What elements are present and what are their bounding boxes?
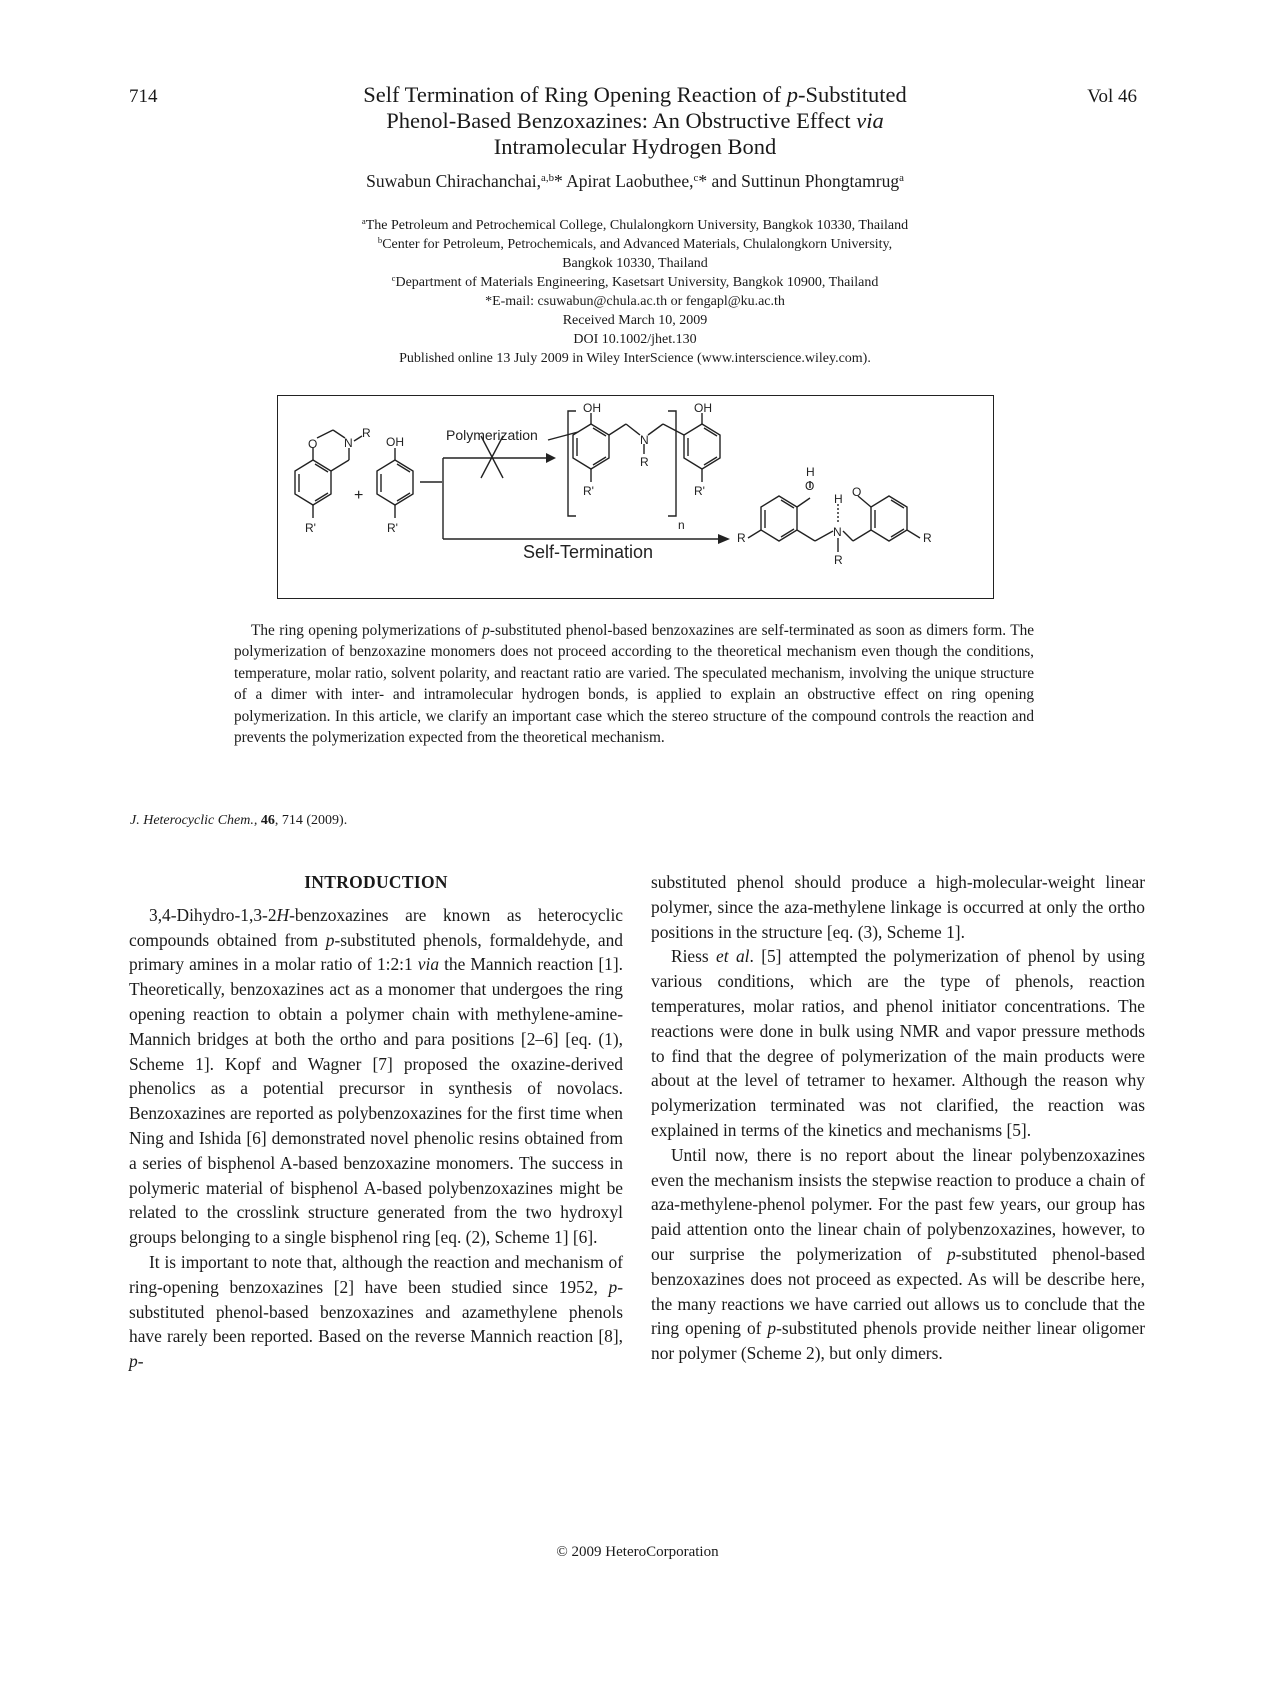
atom-label: R [640, 455, 649, 469]
author-affil-mark: c [693, 172, 699, 185]
paragraph: Until now, there is no report about the linear polybenzoxazines even the mechanism insists the stepwise reaction to produce a chain of aza-methylene-phenol polymer. For the past few years, our group has paid attention onto the linear chain of polybenzoxazines, however, to our surprise the polymerization of p-substituted phenol-based benzoxazines does not proceed as expected. As will be describe here, the many reactions we have carried out allows us to conclude that the ring opening of p-substituted phenols provide neither linear oligomer nor polymer (Scheme 2), but only dimers. [651, 1144, 1145, 1364]
abstract-text: The ring opening polymerizations of [251, 622, 483, 639]
abstract-text: -substituted phenol-based benzoxazines are self-terminated as soon as dimers form. The polymerization of benzoxazine monomers does not proceed according to the theoretical mechanism even though the conditions, temperature, molar ratio, solvent polarity, and reactant ratio are varied. The speculated mechanism, involving the unique structure of a dimer with inter- and intramolecular hydrogen bonds, is applied to explain an obstructive effect on ring opening polymerization. In this article, we clarify an important case which the stereo structure of the compound controls the reaction and prevents the polymerization expected from the theoretical mechanism. [234, 622, 1035, 747]
journal-pages: , 714 (2009). [274, 813, 348, 828]
atom-label: R' [305, 521, 316, 535]
title-text: -Substituted [798, 82, 907, 107]
section-heading: INTRODUCTION [304, 872, 448, 892]
page-number: 714 [129, 86, 158, 107]
author-name: Suwabun Chirachanchai, [366, 171, 542, 191]
affil-mark: b [377, 235, 383, 246]
atom-label: H [806, 465, 815, 479]
paragraph: 3,4-Dihydro-1,3-2H-benzoxazines are known as heterocyclic compounds obtained from p-substituted phenols, formaldehyde, and primary amines in a molar ratio of 1:2:1 via the Mannich reaction [1]. Theoretically, benzoxazines act as a monomer that undergoes the ring opening reaction to obtain a polymer chain with methylene-amine-Mannich bridges at both the ortho and para positions [2–6] [eq. (1), Scheme 1]. Kopf and Wagner [7] proposed the oxazine-derived phenolics as a potential precursor in synthesis of novolacs. Benzoxazines are reported as polybenzoxazines for the first time when Ning and Ishida [6] demonstrated novel phenolic resins obtained from a series of bisphenol A-based benzoxazine monomers. The success in polymeric material of bisphenol A-based polybenzoxazines might be related to the crosslink structure generated from the two hydroxyl groups belonging to a single bisphenol ring [eq. (2), Scheme 1] [6]. [129, 904, 623, 1248]
atom-label: OH [386, 435, 404, 449]
paragraph: It is important to note that, although the reaction and mechanism of ring-opening benzoxazines [2] have been studied since 1952, p-substituted phenol-based benzoxazines and azamethylene phenols have rarely been reported. Based on the reverse Mannich reaction [8], p- [129, 1251, 623, 1372]
atom-label: R' [694, 484, 705, 498]
author-affil-mark: a,b [541, 172, 554, 185]
affiliation-b [200, 235, 1070, 254]
abstract [234, 620, 1034, 748]
author-affil-mark: a [899, 172, 904, 185]
published-line: Published online 13 July 2009 in Wiley InterScience (www.interscience.wiley.com). [399, 351, 871, 366]
atom-label: O [805, 479, 815, 493]
atom-label: N [640, 433, 649, 447]
copyright-footer: © 2009 HeteroCorporation [556, 1544, 719, 1560]
atom-label: R' [583, 484, 594, 498]
affil-mark: c [391, 273, 396, 284]
atom-label: R [834, 553, 843, 567]
atom-label: N [344, 436, 353, 450]
arrowhead-icon [718, 534, 730, 544]
atom-label: OH [583, 401, 601, 415]
volume-label: Vol 46 [1087, 86, 1137, 107]
atom-label: R [737, 531, 746, 545]
atom-label: N [833, 525, 842, 539]
title-italic: p [786, 82, 799, 107]
polymerization-label: Polymerization [446, 427, 538, 443]
doi-line: DOI 10.1002/jhet.130 [573, 332, 697, 347]
atom-label: R [362, 426, 371, 440]
author-name: * and Suttinun Phongtamrug [698, 171, 900, 191]
atom-label: OH [694, 401, 712, 415]
article-title [270, 82, 1000, 160]
author-list [200, 171, 1070, 192]
affil-text: The Petroleum and Petrochemical College, Chulalongkorn University, Bangkok 10330, Thailand [365, 218, 909, 233]
affiliation-a [200, 216, 1070, 235]
journal-citation [130, 813, 347, 829]
body-column-right [651, 870, 1145, 1366]
reaction-scheme [277, 395, 994, 599]
plus-sign: + [354, 487, 364, 504]
affil-mark: a [361, 216, 366, 227]
title-text: Self Termination of Ring Opening Reaction of [363, 82, 787, 107]
atom-label: O [308, 437, 318, 451]
atom-label: R [923, 531, 932, 545]
email-line: *E-mail: csuwabun@chula.ac.th or fengapl@ku.ac.th [485, 294, 785, 309]
journal-name: J. Heterocyclic Chem., [130, 813, 258, 828]
paragraph: Riess et al. [5] attempted the polymerization of phenol by using various conditions, which are the type of phenols, reaction temperatures, molar ratios, and phenol initiator concentrations. The reactions were done in bulk using NMR and vapor pressure methods to find that the degree of polymerization of the main products were about at the level of tetramer to hexamer. Although the reason why polymerization terminated was not clarified, the reaction was explained in terms of the kinetics and mechanisms [5]. [651, 946, 1145, 1140]
body-column-left [129, 870, 623, 1374]
title-italic: via [856, 108, 884, 133]
reaction-scheme-drawing [278, 396, 993, 598]
affiliation-b-cont: Bangkok 10330, Thailand [562, 256, 708, 271]
self-termination-label: Self-Termination [523, 542, 654, 562]
author-name: * Apirat Laobuthee, [554, 171, 694, 191]
received-date: Received March 10, 2009 [562, 313, 708, 328]
atom-label: O [852, 485, 862, 499]
affil-text: Center for Petroleum, Petrochemicals, and Advanced Materials, Chulalongkorn University, [382, 237, 893, 252]
paragraph: substituted phenol should produce a high-molecular-weight linear polymer, since the aza-methylene linkage is occurred at only the ortho positions in the structure [eq. (3), Scheme 1]. [651, 872, 1145, 942]
affiliation-c [200, 273, 1070, 292]
title-text: Intramolecular Hydrogen Bond [493, 134, 777, 159]
arrowhead-icon [546, 453, 556, 463]
title-text: Phenol-Based Benzoxazines: An Obstructive Effect [386, 108, 857, 133]
repeat-subscript: n [678, 518, 685, 532]
journal-volume: 46 [260, 813, 275, 828]
atom-label: H [834, 492, 843, 506]
affil-text: Department of Materials Engineering, Kasetsart University, Bangkok 10900, Thailand [395, 275, 879, 290]
affiliations [200, 216, 1070, 368]
abstract-italic: p [482, 622, 490, 639]
atom-label: R' [387, 521, 398, 535]
